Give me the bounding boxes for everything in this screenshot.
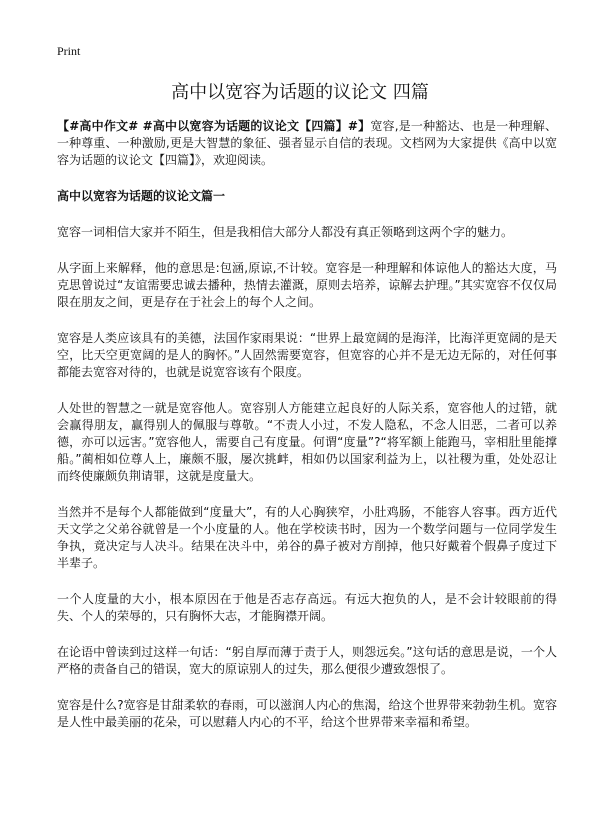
document-title: 高中以宽容为话题的议论文 四篇 xyxy=(171,82,429,103)
section-title: 高中以宽容为话题的议论文篇一 xyxy=(57,189,226,203)
body-paragraph-2: 从字面上来解释，他的意思是:包涵,原谅,不计较。宽容是一种理解和体谅他人的豁达大度，马克思曾说过“友谊需要忠诚去播种，热情去灌溉，原则去培养，谅解去护理。”其实宽容不仅仅局限在朋友之间，更是存在于社会上的每个人之间。 xyxy=(57,261,557,309)
body-paragraph-6: 一个人度量的大小，根本原因在于他是否志存高远。有远大抱负的人，是不会计较眼前的得失、个人的荣辱的，只有胸怀大志，才能胸襟开阔。 xyxy=(57,592,557,623)
print-link[interactable]: Print xyxy=(57,44,81,58)
body-paragraph-3: 宽容是人类应该具有的美德，法国作家雨果说：“世界上最宽阔的是海洋，比海洋更宽阔的是天空，比天空更宽阔的是人的胸怀。”人固然需要宽容，但宽容的心并不是无边无际的，对任何事都能去宽容对待的，也就是说宽容该有个限度。 xyxy=(57,331,557,379)
body-paragraph-7: 在论语中曾读到过这样一句话：“躬自厚而薄于责于人，则怨远矣。”这句话的意思是说，一个人严格的责备自己的错误，宽大的原谅别人的过失，那么便很少遭致怨恨了。 xyxy=(57,645,557,676)
body-paragraph-4: 人处世的智慧之一就是宽容他人。宽容别人方能建立起良好的人际关系，宽容他人的过错，就会赢得朋友，赢得别人的佩服与尊敬。“不责人小过，不发人隐私，不念人旧恶，二者可以养德，亦可以远害。”宽容他人，需要自己有度量。何谓“度量”?“将军额上能跑马，宰相肚里能撑船。”蔺相如位尊人上，廉颇不服，屡次挑衅，相如仍以国家利益为上，以社稷为重，处处忍让而终使廉颇负荆请罪，这就是度量大。 xyxy=(57,401,557,483)
intro-text: 宽容,是一种豁达、也是一种理解、一种尊重、一种激励,更是大智慧的象征、强者显示自信的表现。文档网为大家提供《高中以宽容为话题的议论文【四篇】》，欢迎阅读。 xyxy=(57,119,557,167)
document-body xyxy=(57,118,557,750)
body-paragraph-1: 宽容一词相信大家并不陌生，但是我相信大部分人都没有真正领略到这两个字的魅力。 xyxy=(57,225,514,239)
body-paragraph-5: 当然并不是每个人都能做到“度量大”，有的人心胸狭窄，小肚鸡肠，不能容人容事。西方近代天文学之父弟谷就曾是一个小度量的人。他在学校读书时，因为一个数学问题与一位同学发生争执，竟决定与人决斗。结果在决斗中，弟谷的鼻子被对方削掉，他只好戴着个假鼻子度过下半辈子。 xyxy=(57,505,557,570)
intro-paragraph xyxy=(57,118,557,169)
intro-tag: 【#高中作文# #高中以宽容为话题的议论文【四篇】#】 xyxy=(57,119,371,133)
body-paragraph-8: 宽容是什么?宽容是甘甜柔软的春雨，可以滋润人内心的焦渴，给这个世界带来勃勃生机。宽容是人性中最美丽的花朵，可以慰藉人内心的不平，给这个世界带来幸福和希望。 xyxy=(57,698,557,729)
